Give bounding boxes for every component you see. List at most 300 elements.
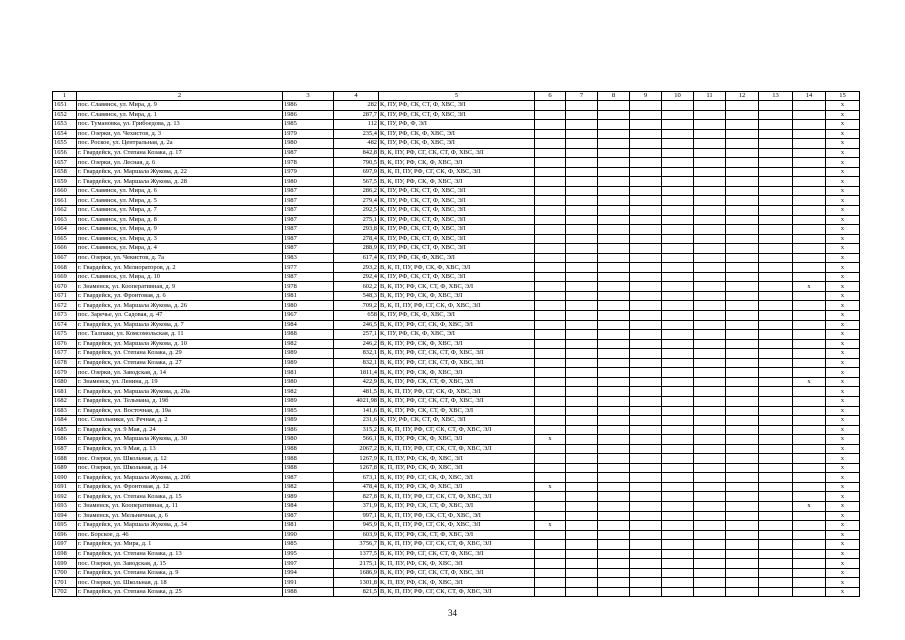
table-cell-col-12 — [726, 177, 759, 187]
table-cell-col-9 — [630, 129, 662, 139]
table-cell-col-7 — [566, 463, 598, 473]
table-cell-col-6 — [535, 129, 566, 139]
table-cell-col-13 — [759, 416, 793, 426]
table-row — [53, 473, 860, 483]
table-cell-col-2: пос. Озерки, ул. Заводская, д. 15 — [77, 559, 283, 569]
table-cell-col-8 — [598, 263, 630, 273]
table-cell-col-8 — [598, 511, 630, 521]
table-cell-col-12 — [726, 416, 759, 426]
table-cell-col-5: К, ПУ, РФ, СК, Ф, ХВС, ЭЛ — [379, 311, 535, 321]
table-cell-col-8 — [598, 387, 630, 397]
table-cell-col-7 — [566, 139, 598, 149]
table-cell-col-12 — [726, 454, 759, 464]
table-cell-col-5: В, К, П, ПУ, РФ, СГ, СК, СТ, Ф, ХВС, ЭЛ — [379, 587, 535, 597]
table-cell-col-10 — [662, 587, 694, 597]
table-cell-col-1: 1701 — [53, 578, 77, 588]
column-header-4: 4 — [334, 92, 379, 101]
table-cell-col-9 — [630, 311, 662, 321]
table-cell-col-15: х — [826, 282, 860, 292]
table-cell-col-6 — [535, 358, 566, 368]
table-cell-col-8 — [598, 482, 630, 492]
table-cell-col-1: 1690 — [53, 473, 77, 483]
table-cell-col-5: В, К, ПУ, РФ, СГ, СК, Ф, ХВС, ЭЛ — [379, 320, 535, 330]
table-cell-col-8 — [598, 120, 630, 130]
table-cell-col-13 — [759, 463, 793, 473]
table-cell-col-4: 832,1 — [334, 349, 379, 359]
table-cell-col-4: 1267,8 — [334, 463, 379, 473]
table-cell-col-7 — [566, 206, 598, 216]
table-cell-col-15: х — [826, 301, 860, 311]
table-cell-col-12 — [726, 244, 759, 254]
table-cell-col-11 — [694, 501, 726, 511]
table-cell-col-7 — [566, 568, 598, 578]
table-cell-col-8 — [598, 330, 630, 340]
table-cell-col-12 — [726, 435, 759, 445]
table-cell-col-4: 673,1 — [334, 473, 379, 483]
table-cell-col-15: х — [826, 578, 860, 588]
table-cell-col-15: х — [826, 444, 860, 454]
table-cell-col-9 — [630, 559, 662, 569]
table-cell-col-4: 141,6 — [334, 406, 379, 416]
table-cell-col-10 — [662, 396, 694, 406]
table-cell-col-12 — [726, 330, 759, 340]
table-cell-col-11 — [694, 377, 726, 387]
table-cell-col-15: х — [826, 167, 860, 177]
table-cell-col-7 — [566, 358, 598, 368]
table-cell-col-5: В, К, ПУ, РФ, СК, СТ, Ф, ХВС, ЭЛ — [379, 377, 535, 387]
table-cell-col-6 — [535, 234, 566, 244]
table-cell-col-5: В, К, ПУ, РФ, СК, Ф, ХВС, ЭЛ — [379, 435, 535, 445]
table-cell-col-14 — [793, 358, 826, 368]
table-cell-col-14: х — [793, 282, 826, 292]
table-cell-col-7 — [566, 320, 598, 330]
table-cell-col-3: 1987 — [283, 196, 334, 206]
table-cell-col-2: пос. Славянск, ул. Мира, д. 6 — [77, 186, 283, 196]
table-cell-col-5: В, К, ПУ, РФ, СГ, СК, СТ, Ф, ХВС, ЭЛ — [379, 148, 535, 158]
table-cell-col-1: 1665 — [53, 234, 77, 244]
table-cell-col-7 — [566, 225, 598, 235]
table-cell-col-6 — [535, 244, 566, 254]
table-cell-col-15: х — [826, 148, 860, 158]
table-cell-col-12 — [726, 110, 759, 120]
table-cell-col-2: пос. Славянск, ул. Мира, д. 9 — [77, 101, 283, 111]
table-cell-col-5: К, ПУ, РФ, СК, СТ, Ф, ХВС, ЭЛ — [379, 206, 535, 216]
table-cell-col-11 — [694, 167, 726, 177]
column-header-12: 12 — [726, 92, 759, 101]
table-cell-col-11 — [694, 406, 726, 416]
table-cell-col-15: х — [826, 501, 860, 511]
table-cell-col-15: х — [826, 463, 860, 473]
table-cell-col-4: 287,7 — [334, 110, 379, 120]
table-cell-col-7 — [566, 301, 598, 311]
table-cell-col-15: х — [826, 110, 860, 120]
table-cell-col-8 — [598, 186, 630, 196]
table-cell-col-10 — [662, 377, 694, 387]
table-cell-col-1: 1694 — [53, 511, 77, 521]
table-cell-col-11 — [694, 387, 726, 397]
table-cell-col-7 — [566, 578, 598, 588]
table-cell-col-13 — [759, 225, 793, 235]
table-cell-col-6 — [535, 282, 566, 292]
table-cell-col-5: К, ПУ, РФ, Ф, ЭЛ — [379, 120, 535, 130]
table-cell-col-13 — [759, 568, 793, 578]
table-row — [53, 387, 860, 397]
table-cell-col-2: г. Гвардейск, ул. Мелиораторов, д. 2 — [77, 263, 283, 273]
table-cell-col-6 — [535, 416, 566, 426]
table-cell-col-3: 1990 — [283, 530, 334, 540]
table-cell-col-12 — [726, 463, 759, 473]
table-cell-col-6 — [535, 444, 566, 454]
table-cell-col-11 — [694, 311, 726, 321]
table-cell-col-11 — [694, 177, 726, 187]
column-header-14: 14 — [793, 92, 826, 101]
table-cell-col-2: пос. Славянск, ул. Мира, д. 4 — [77, 244, 283, 254]
table-cell-col-14 — [793, 587, 826, 597]
table-cell-col-8 — [598, 225, 630, 235]
table-row — [53, 177, 860, 187]
column-header-2: 2 — [77, 92, 283, 101]
table-cell-col-8 — [598, 501, 630, 511]
table-cell-col-10 — [662, 339, 694, 349]
table-cell-col-4: 481,5 — [334, 387, 379, 397]
table-cell-col-5: В, К, ПУ, РФ, СК, СТ, Ф, ХВС, ЭЛ — [379, 282, 535, 292]
table-cell-col-4: 603,9 — [334, 530, 379, 540]
table-cell-col-4: 3756,7 — [334, 540, 379, 550]
table-cell-col-2: пос. Славянск, ул. Мира, д. 3 — [77, 234, 283, 244]
table-cell-col-1: 1675 — [53, 330, 77, 340]
table-cell-col-12 — [726, 587, 759, 597]
table-cell-col-12 — [726, 387, 759, 397]
table-cell-col-6 — [535, 501, 566, 511]
table-cell-col-12 — [726, 148, 759, 158]
table-cell-col-6 — [535, 511, 566, 521]
table-cell-col-2: пос. Озерки, ул. Заводская, д. 14 — [77, 368, 283, 378]
table-cell-col-15: х — [826, 177, 860, 187]
table-cell-col-13 — [759, 444, 793, 454]
table-row — [53, 225, 860, 235]
table-cell-col-1: 1687 — [53, 444, 77, 454]
table-cell-col-8 — [598, 492, 630, 502]
table-cell-col-12 — [726, 196, 759, 206]
table-cell-col-1: 1685 — [53, 425, 77, 435]
table-cell-col-14 — [793, 186, 826, 196]
housing-register-table — [52, 91, 860, 597]
table-cell-col-2: г. Гвардейск, ул. Мира, д. 1 — [77, 540, 283, 550]
table-cell-col-5: В, К, П, ПУ, РФ, СГ, СК, Ф, ХВС, ЭЛ — [379, 167, 535, 177]
table-row — [53, 416, 860, 426]
table-cell-col-11 — [694, 540, 726, 550]
table-cell-col-14 — [793, 301, 826, 311]
table-cell-col-7 — [566, 167, 598, 177]
table-cell-col-5: К, ПУ, РФ, СК, Ф, ХВС, ЭЛ — [379, 129, 535, 139]
column-header-11: 11 — [694, 92, 726, 101]
table-cell-col-11 — [694, 358, 726, 368]
table-cell-col-4: 1811,4 — [334, 368, 379, 378]
table-cell-col-3: 1982 — [283, 387, 334, 397]
table-cell-col-12 — [726, 377, 759, 387]
table-cell-col-15: х — [826, 358, 860, 368]
table-cell-col-2: г. Гвардейск, ул. Маршала Жукова, д. 26 — [77, 301, 283, 311]
table-cell-col-14 — [793, 311, 826, 321]
table-cell-col-11 — [694, 110, 726, 120]
table-cell-col-5: В, К, П, ПУ, РФ, СГ, СК, Ф, ХВС, ЭЛ — [379, 387, 535, 397]
table-cell-col-1: 1661 — [53, 196, 77, 206]
table-cell-col-1: 1678 — [53, 358, 77, 368]
table-cell-col-8 — [598, 540, 630, 550]
table-cell-col-7 — [566, 110, 598, 120]
table-row — [53, 463, 860, 473]
table-cell-col-9 — [630, 492, 662, 502]
table-cell-col-5: В, К, П, ПУ, РФ, СГ, СК, СТ, Ф, ХВС, ЭЛ — [379, 425, 535, 435]
table-cell-col-1: 1662 — [53, 206, 77, 216]
column-header-6: 6 — [535, 92, 566, 101]
table-cell-col-2: г. Гвардейск, ул. Степана Козака, д. 27 — [77, 358, 283, 368]
table-cell-col-6 — [535, 120, 566, 130]
table-cell-col-4: 548,3 — [334, 291, 379, 301]
table-cell-col-14 — [793, 234, 826, 244]
table-cell-col-14 — [793, 158, 826, 168]
table-row — [53, 587, 860, 597]
table-cell-col-13 — [759, 234, 793, 244]
table-cell-col-15: х — [826, 263, 860, 273]
table-cell-col-13 — [759, 244, 793, 254]
table-cell-col-10 — [662, 501, 694, 511]
table-cell-col-5: В, К, П, ПУ, РФ, СК, СТ, Ф, ХВС, ЭЛ — [379, 511, 535, 521]
table-cell-col-8 — [598, 101, 630, 111]
column-header-7: 7 — [566, 92, 598, 101]
table-cell-col-5: В, К, ПУ, РФ, СГ, СК, СТ, Ф, ХВС, ЭЛ — [379, 549, 535, 559]
table-row — [53, 444, 860, 454]
table-cell-col-13 — [759, 129, 793, 139]
table-cell-col-11 — [694, 101, 726, 111]
table-cell-col-7 — [566, 234, 598, 244]
table-row — [53, 129, 860, 139]
table-cell-col-9 — [630, 215, 662, 225]
table-cell-col-4: 246,5 — [334, 320, 379, 330]
table-cell-col-4: 315,2 — [334, 425, 379, 435]
table-cell-col-15: х — [826, 101, 860, 111]
table-cell-col-15: х — [826, 435, 860, 445]
table-cell-col-9 — [630, 263, 662, 273]
column-header-15: 15 — [826, 92, 860, 101]
table-cell-col-14 — [793, 139, 826, 149]
table-cell-col-5: В, К, П, ПУ, РФ, СГ, СК, СТ, Ф, ХВС, ЭЛ — [379, 444, 535, 454]
table-cell-col-12 — [726, 225, 759, 235]
table-cell-col-10 — [662, 425, 694, 435]
table-cell-col-9 — [630, 501, 662, 511]
table-cell-col-15: х — [826, 339, 860, 349]
table-cell-col-14 — [793, 110, 826, 120]
table-cell-col-1: 1688 — [53, 454, 77, 464]
table-cell-col-7 — [566, 473, 598, 483]
table-cell-col-4: 602,2 — [334, 282, 379, 292]
table-cell-col-15: х — [826, 253, 860, 263]
table-cell-col-12 — [726, 349, 759, 359]
table-cell-col-4: 478,4 — [334, 482, 379, 492]
table-row — [53, 148, 860, 158]
table-cell-col-15: х — [826, 530, 860, 540]
table-cell-col-10 — [662, 320, 694, 330]
table-cell-col-7 — [566, 482, 598, 492]
table-cell-col-4: 235,4 — [334, 129, 379, 139]
table-cell-col-8 — [598, 358, 630, 368]
table-cell-col-15: х — [826, 158, 860, 168]
table-cell-col-3: 1987 — [283, 186, 334, 196]
table-cell-col-9 — [630, 244, 662, 254]
table-cell-col-14 — [793, 396, 826, 406]
table-cell-col-13 — [759, 167, 793, 177]
table-cell-col-15: х — [826, 320, 860, 330]
table-row — [53, 206, 860, 216]
table-cell-col-6 — [535, 549, 566, 559]
table-cell-col-11 — [694, 454, 726, 464]
table-cell-col-1: 1668 — [53, 263, 77, 273]
table-cell-col-2: г. Гвардейск, ул. Маршала Жукова, д. 20а — [77, 387, 283, 397]
table-cell-col-13 — [759, 358, 793, 368]
table-cell-col-10 — [662, 177, 694, 187]
table-cell-col-10 — [662, 559, 694, 569]
table-cell-col-12 — [726, 291, 759, 301]
table-row — [53, 244, 860, 254]
table-cell-col-14 — [793, 482, 826, 492]
table-cell-col-8 — [598, 253, 630, 263]
table-cell-col-4: 842,8 — [334, 148, 379, 158]
table-cell-col-3: 1977 — [283, 263, 334, 273]
table-row — [53, 530, 860, 540]
table-cell-col-8 — [598, 549, 630, 559]
table-cell-col-10 — [662, 272, 694, 282]
table-cell-col-12 — [726, 120, 759, 130]
table-cell-col-14 — [793, 492, 826, 502]
table-cell-col-10 — [662, 330, 694, 340]
table-cell-col-4: 371,9 — [334, 501, 379, 511]
table-cell-col-1: 1673 — [53, 311, 77, 321]
table-cell-col-10 — [662, 158, 694, 168]
table-cell-col-15: х — [826, 473, 860, 483]
table-cell-col-12 — [726, 568, 759, 578]
table-cell-col-1: 1692 — [53, 492, 77, 502]
table-cell-col-2: г. Гвардейск, ул. Степана Козака, д. 13 — [77, 549, 283, 559]
table-cell-col-5: В, К, ПУ, РФ, СК, Ф, ХВС, ЭЛ — [379, 158, 535, 168]
table-cell-col-2: г. Гвардейск, ул. 9 Мая, д. 13 — [77, 444, 283, 454]
table-cell-col-1: 1655 — [53, 139, 77, 149]
table-row — [53, 368, 860, 378]
table-cell-col-14 — [793, 215, 826, 225]
table-cell-col-3: 1988 — [283, 330, 334, 340]
table-cell-col-9 — [630, 291, 662, 301]
table-cell-col-4: 482 — [334, 139, 379, 149]
table-cell-col-6 — [535, 492, 566, 502]
table-cell-col-2: г. Гвардейск, ул. Степана Козака, д. 29 — [77, 349, 283, 359]
table-cell-col-3: 1989 — [283, 396, 334, 406]
table-cell-col-15: х — [826, 139, 860, 149]
table-cell-col-11 — [694, 120, 726, 130]
table-cell-col-10 — [662, 301, 694, 311]
table-cell-col-13 — [759, 177, 793, 187]
table-cell-col-9 — [630, 511, 662, 521]
table-cell-col-4: 293,8 — [334, 225, 379, 235]
table-cell-col-14 — [793, 521, 826, 531]
table-cell-col-4: 292,4 — [334, 272, 379, 282]
table-cell-col-11 — [694, 521, 726, 531]
table-cell-col-11 — [694, 349, 726, 359]
table-cell-col-5: К, ПУ, РФ, СК, СТ, Ф, ХВС, ЭЛ — [379, 416, 535, 426]
table-cell-col-2: г. Гвардейск, ул. Маршала Жукова, д. 28 — [77, 177, 283, 187]
table-cell-col-10 — [662, 530, 694, 540]
table-cell-col-4: 275,1 — [334, 215, 379, 225]
table-cell-col-5: К, ПУ, РФ, СК, Ф, ХВС, ЭЛ — [379, 253, 535, 263]
table-row — [53, 454, 860, 464]
table-row — [53, 339, 860, 349]
table-cell-col-9 — [630, 568, 662, 578]
table-cell-col-11 — [694, 139, 726, 149]
table-cell-col-11 — [694, 339, 726, 349]
table-cell-col-14 — [793, 368, 826, 378]
table-cell-col-4: 567,5 — [334, 177, 379, 187]
table-cell-col-7 — [566, 244, 598, 254]
table-cell-col-12 — [726, 282, 759, 292]
table-cell-col-6 — [535, 473, 566, 483]
table-cell-col-8 — [598, 530, 630, 540]
table-cell-col-5: К, ПУ, РФ, СК, Ф, ХВС, ЭЛ — [379, 330, 535, 340]
table-cell-col-9 — [630, 540, 662, 550]
table-cell-col-12 — [726, 492, 759, 502]
table-cell-col-7 — [566, 511, 598, 521]
table-cell-col-4: 709,2 — [334, 301, 379, 311]
table-cell-col-10 — [662, 454, 694, 464]
table-cell-col-1: 1670 — [53, 282, 77, 292]
table-row — [53, 272, 860, 282]
table-cell-col-9 — [630, 396, 662, 406]
table-cell-col-10 — [662, 568, 694, 578]
table-cell-col-6 — [535, 330, 566, 340]
table-cell-col-11 — [694, 196, 726, 206]
table-cell-col-7 — [566, 282, 598, 292]
table-cell-col-11 — [694, 568, 726, 578]
table-cell-col-12 — [726, 139, 759, 149]
table-header — [53, 92, 860, 101]
table-cell-col-11 — [694, 444, 726, 454]
table-cell-col-6 — [535, 263, 566, 273]
table-cell-col-11 — [694, 492, 726, 502]
table-row — [53, 282, 860, 292]
table-row — [53, 253, 860, 263]
table-cell-col-7 — [566, 425, 598, 435]
table-cell-col-2: пос. Сокольники, ул. Речная, д. 2 — [77, 416, 283, 426]
table-cell-col-15: х — [826, 330, 860, 340]
table-cell-col-10 — [662, 358, 694, 368]
table-cell-col-4: 1686,9 — [334, 568, 379, 578]
table-cell-col-8 — [598, 559, 630, 569]
table-cell-col-14 — [793, 148, 826, 158]
table-cell-col-5: В, К, ПУ, РФ, СК, Ф, ХВС, ЭЛ — [379, 482, 535, 492]
table-cell-col-10 — [662, 206, 694, 216]
table-cell-col-3: 1987 — [283, 148, 334, 158]
table-cell-col-6 — [535, 463, 566, 473]
table-row — [53, 234, 860, 244]
table-cell-col-10 — [662, 282, 694, 292]
table-cell-col-13 — [759, 301, 793, 311]
table-cell-col-12 — [726, 501, 759, 511]
table-cell-col-14 — [793, 263, 826, 273]
table-cell-col-13 — [759, 540, 793, 550]
table-cell-col-9 — [630, 186, 662, 196]
table-cell-col-1: 1672 — [53, 301, 77, 311]
table-row — [53, 101, 860, 111]
table-cell-col-7 — [566, 291, 598, 301]
table-cell-col-11 — [694, 482, 726, 492]
table-cell-col-4: 617,4 — [334, 253, 379, 263]
